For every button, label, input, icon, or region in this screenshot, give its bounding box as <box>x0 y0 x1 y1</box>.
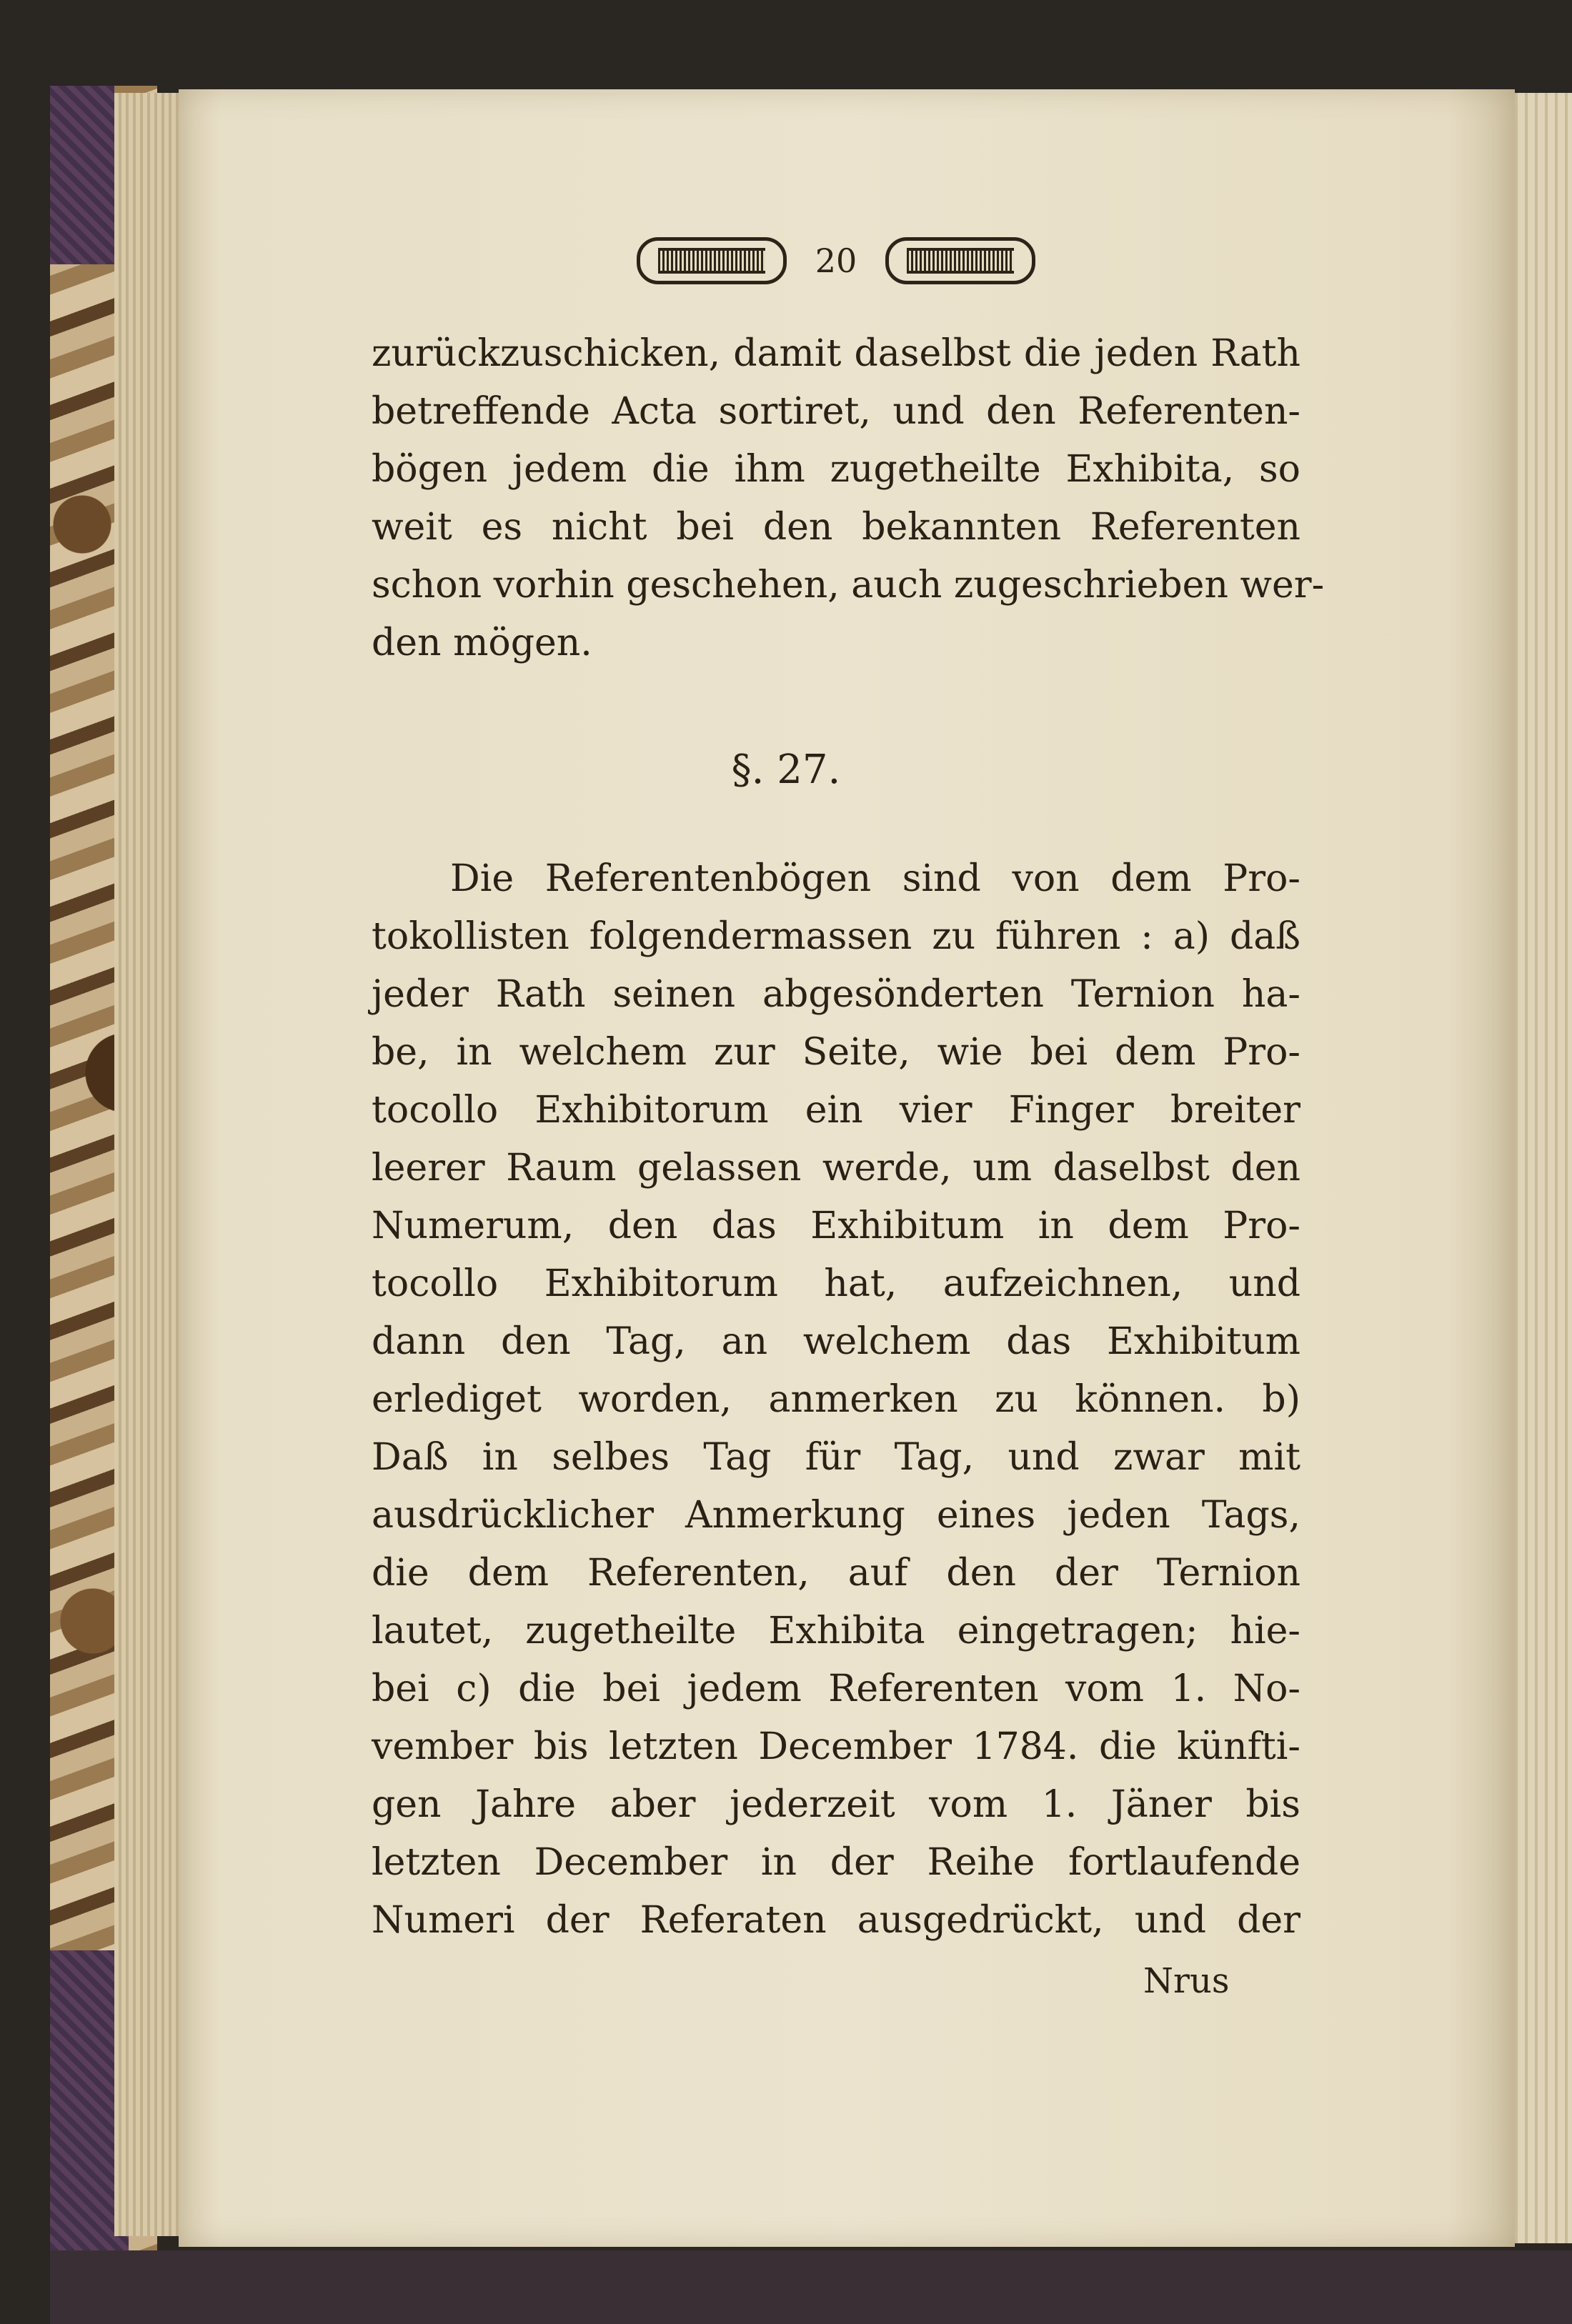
cover-bottom-edge <box>50 2250 1572 2324</box>
text-line: bögen jedem die ihm zugetheilte Exhibita, so <box>372 448 1300 491</box>
text-line: betreffende Acta sortiret, und den Referenten- <box>372 390 1300 433</box>
text-line: zurückzuschicken, damit daselbst die jeden Rath <box>372 332 1300 375</box>
text-line: tokollisten folgendermassen zu führen : a) daß <box>372 915 1300 958</box>
cover-corner-top <box>50 86 114 264</box>
text-line: schon vorhin geschehen, auch zugeschrieben wer- <box>372 564 1325 607</box>
text-line: den mögen. <box>372 622 592 664</box>
text-line: Die Referentenbögen sind von dem Pro- <box>450 857 1300 900</box>
text-line: Daß in selbes Tag für Tag, und zwar mit <box>372 1436 1300 1479</box>
catchword: Nrus <box>1143 1961 1230 2001</box>
text-line: leerer Raum gelassen werde, um daselbst den <box>372 1147 1300 1190</box>
paragraph-1 <box>372 325 1325 672</box>
ornament-right-icon <box>885 237 1035 284</box>
text-line: weit es nicht bei den bekannten Referenten <box>372 506 1300 549</box>
text-line: vember bis letzten December 1784. die künfti- <box>372 1725 1300 1768</box>
ornament-left-icon <box>637 237 787 284</box>
text-line: dann den Tag, an welchem das Exhibitum <box>372 1320 1300 1363</box>
text-line: ausdrücklicher Anmerkung eines jeden Tags, <box>372 1494 1300 1537</box>
text-line: die dem Referenten, auf den der Ternion <box>372 1552 1300 1595</box>
text-line: tocollo Exhibitorum ein vier Finger breiter <box>372 1089 1300 1132</box>
text-line: gen Jahre aber jederzeit vom 1. Jäner bis <box>372 1783 1300 1826</box>
page-number: 20 <box>815 241 857 280</box>
text-line: lautet, zugetheilte Exhibita eingetragen; hie- <box>372 1610 1300 1652</box>
text-line: be, in welchem zur Seite, wie bei dem Pro- <box>372 1031 1300 1074</box>
text-line: tocollo Exhibitorum hat, aufzeichnen, und <box>372 1262 1300 1305</box>
text-line: letzten December in der Reihe fortlaufende <box>372 1841 1300 1884</box>
text-line: erlediget worden, anmerken zu können. b) <box>372 1378 1300 1421</box>
page-edges-right <box>1508 93 1572 2243</box>
page-header <box>586 229 1086 293</box>
text-line: Numeri der Referaten ausgedrückt, und der <box>372 1899 1300 1942</box>
paragraph-2 <box>372 850 1300 1950</box>
text-line: jeder Rath seinen abgesönderten Ternion ha- <box>372 973 1300 1016</box>
section-heading: §. 27. <box>731 747 841 793</box>
text-line: bei c) die bei jedem Referenten vom 1. No- <box>372 1667 1300 1710</box>
text-line: Numerum, den das Exhibitum in dem Pro- <box>372 1205 1300 1247</box>
